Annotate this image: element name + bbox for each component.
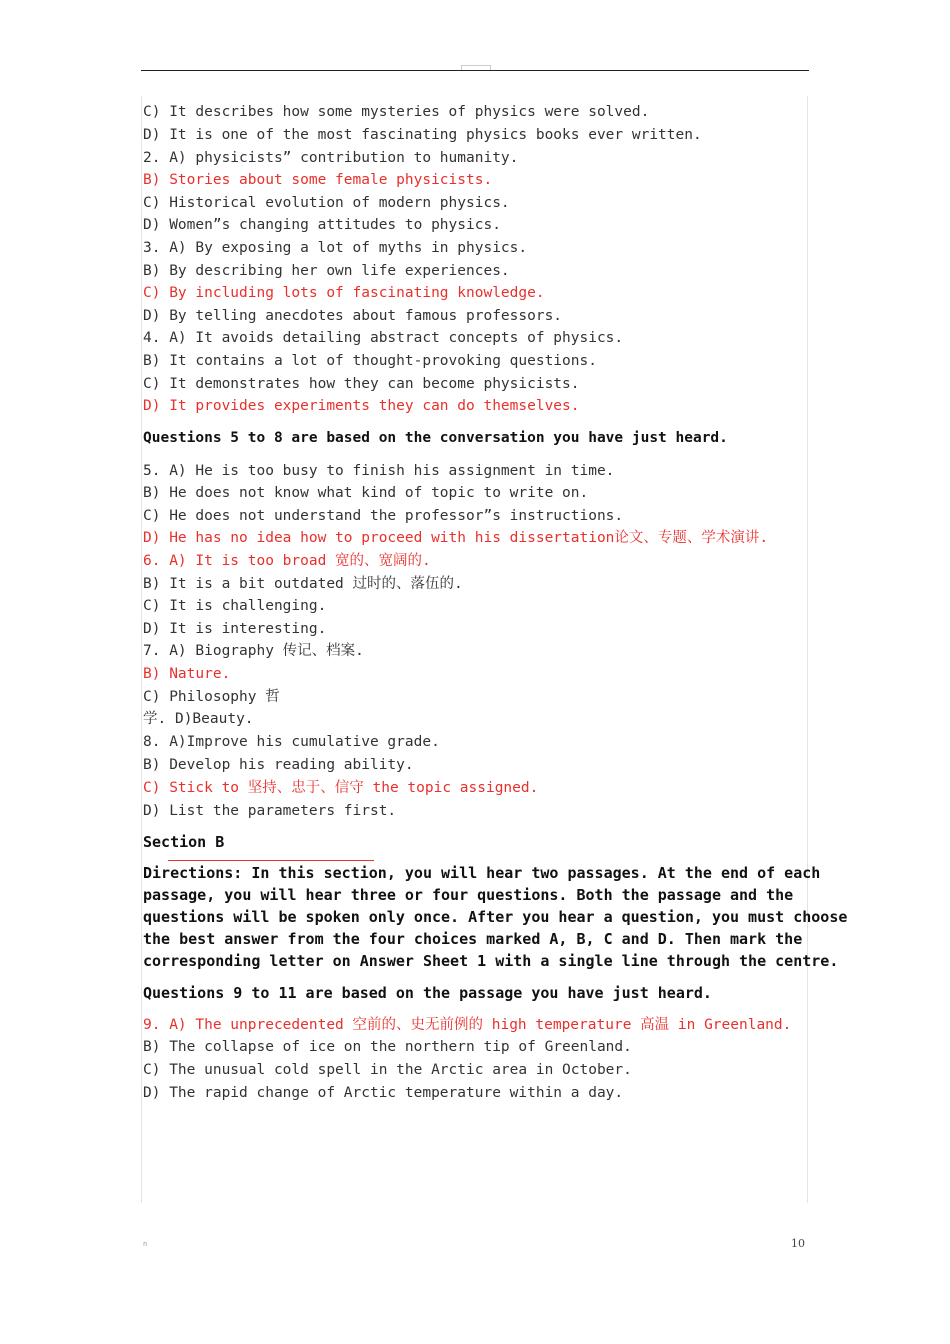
directions-line: Directions: In this section, you will hear two passages. At the end of each bbox=[143, 864, 821, 882]
answer-line: 5. A) He is too busy to finish his assignment in time. bbox=[143, 463, 615, 479]
answer-line: C) The unusual cold spell in the Arctic area in October. bbox=[143, 1062, 632, 1078]
directions-line: corresponding letter on Answer Sheet 1 with a single line through the centre. bbox=[143, 952, 839, 970]
answer-line: C) By including lots of fascinating knowledge. bbox=[143, 285, 545, 301]
answer-line: B) Stories about some female physicists. bbox=[143, 172, 493, 188]
page-frame-right bbox=[807, 96, 808, 1203]
section-b-underline bbox=[168, 860, 374, 861]
answer-line: 9. A) The unprecedented 空前的、史无前例的 high temperature 高温 in Greenland. bbox=[143, 1017, 792, 1033]
answer-line: D) It provides experiments they can do themselves. bbox=[143, 398, 580, 414]
answer-line: C) He does not understand the professor”s instructions. bbox=[143, 508, 624, 524]
answer-line: B) Nature. bbox=[143, 666, 231, 682]
answer-line: D) By telling anecdotes about famous professors. bbox=[143, 308, 563, 324]
questions-5-8-intro: Questions 5 to 8 are based on the conversation you have just heard. bbox=[143, 430, 728, 446]
answer-line: D) It is one of the most fascinating physics books ever written. bbox=[143, 127, 702, 143]
answer-line: B) It is a bit outdated 过时的、落伍的. bbox=[143, 576, 463, 592]
answer-line: C) Stick to 坚持、忠于、信守 the topic assigned. bbox=[143, 780, 539, 796]
answer-line: C) Historical evolution of modern physics. bbox=[143, 195, 510, 211]
page-number: 10 bbox=[791, 1237, 805, 1250]
footer-mark: n bbox=[143, 1240, 148, 1248]
answer-line: 6. A) It is too broad 宽的、宽阔的. bbox=[143, 553, 431, 569]
answer-line: D) He has no idea how to proceed with his dissertation论文、专题、学术演讲. bbox=[143, 530, 769, 546]
directions-block bbox=[143, 862, 848, 972]
directions-line: questions will be spoken only once. After you hear a question, you must choose bbox=[143, 908, 848, 926]
answer-line: D) Women”s changing attitudes to physics. bbox=[143, 217, 501, 233]
directions-line: the best answer from the four choices marked A, B, C and D. Then mark the bbox=[143, 930, 803, 948]
answer-line: B) By describing her own life experiences. bbox=[143, 263, 510, 279]
header-rule bbox=[141, 70, 809, 71]
answer-line: 3. A) By exposing a lot of myths in physics. bbox=[143, 240, 528, 256]
section-b-title: Section B bbox=[143, 833, 225, 851]
answer-line: C) Philosophy 哲 bbox=[143, 689, 280, 705]
answer-line: B) It contains a lot of thought-provoking questions. bbox=[143, 353, 597, 369]
answer-line: 7. A) Biography 传记、档案. bbox=[143, 643, 364, 659]
answer-line: 4. A) It avoids detailing abstract concepts of physics. bbox=[143, 330, 624, 346]
answer-line: C) It describes how some mysteries of physics were solved. bbox=[143, 104, 650, 120]
directions-line: passage, you will hear three or four questions. Both the passage and the bbox=[143, 886, 794, 904]
answer-line: B) Develop his reading ability. bbox=[143, 757, 414, 773]
answer-line: B) The collapse of ice on the northern tip of Greenland. bbox=[143, 1039, 632, 1055]
answer-line: B) He does not know what kind of topic to write on. bbox=[143, 485, 589, 501]
answer-line: 8. A)Improve his cumulative grade. bbox=[143, 734, 440, 750]
answer-line: D) It is interesting. bbox=[143, 621, 327, 637]
questions-9-11-intro: Questions 9 to 11 are based on the passage you have just heard. bbox=[143, 984, 712, 1002]
answer-line: C) It demonstrates how they can become physicists. bbox=[143, 376, 580, 392]
answer-line: C) It is challenging. bbox=[143, 598, 327, 614]
page-frame-left bbox=[141, 96, 142, 1203]
answer-line: 2. A) physicists” contribution to humanity. bbox=[143, 150, 519, 166]
answer-line: 学. D)Beauty. bbox=[143, 711, 254, 727]
answer-line: D) List the parameters first. bbox=[143, 803, 397, 819]
answer-line: D) The rapid change of Arctic temperature within a day. bbox=[143, 1085, 624, 1101]
